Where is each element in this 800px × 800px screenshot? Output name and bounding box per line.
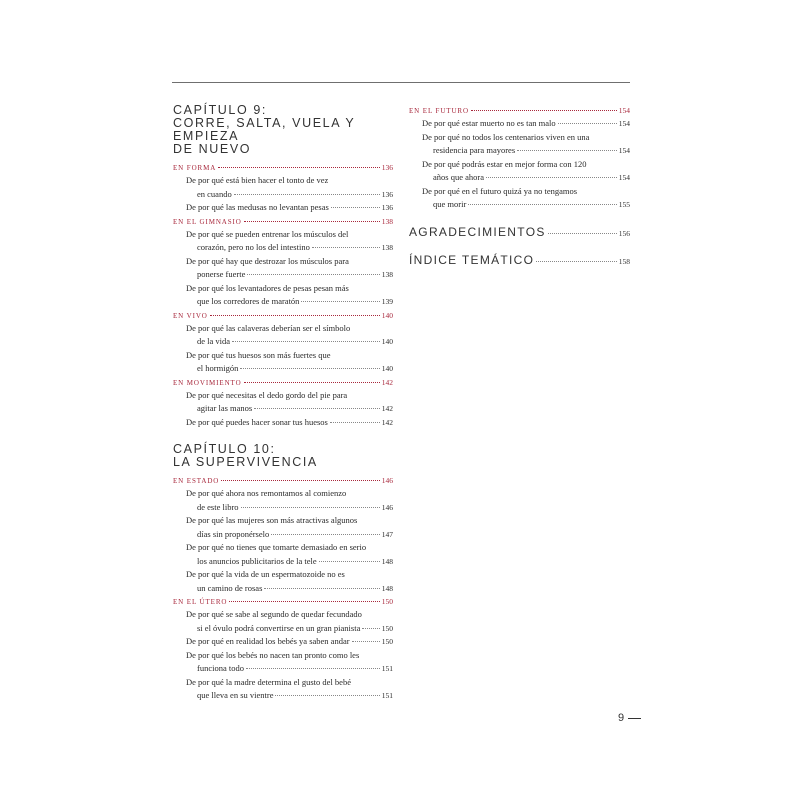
- toc-entry: [173, 416, 393, 430]
- dot-leader: [468, 204, 616, 205]
- entry-line: De por qué las mujeres son más atractivas algunos: [186, 515, 358, 525]
- toc-entry: [173, 201, 393, 215]
- entry-line: De por qué se pueden entrenar los músculos del: [186, 228, 349, 239]
- entry-page: 140: [381, 337, 393, 346]
- entry-page: 146: [381, 502, 393, 512]
- entry-line: De por qué se sabe al segundo de quedar fecundado: [186, 609, 362, 619]
- entry-page: 136: [381, 189, 393, 199]
- entry-line: [186, 335, 393, 349]
- entry-line: De por qué en el futuro quizá ya no tengamos: [422, 185, 578, 196]
- toc-entry: [409, 117, 630, 131]
- entry-line: De por qué las calaveras deberían ser el símbolo: [186, 322, 351, 333]
- section-name: EN EL FUTURO: [409, 107, 469, 115]
- entry-line: [186, 362, 393, 376]
- entry-text: el hormigón: [197, 363, 239, 373]
- dot-leader: [548, 233, 617, 234]
- chapter-title: [173, 443, 393, 469]
- entry-page: 140: [381, 364, 393, 373]
- toc-entry: [173, 635, 393, 649]
- entry-line: [186, 268, 393, 282]
- section-dot-leader: [471, 110, 617, 111]
- entry-line: [186, 635, 393, 649]
- dot-leader: [241, 507, 380, 508]
- entry-line: [186, 201, 393, 215]
- toc-entry: [409, 185, 630, 212]
- chapter-title-line: DE NUEVO: [173, 142, 252, 156]
- entry-line: [186, 402, 393, 416]
- entry-text: de la vida: [197, 336, 231, 346]
- dot-leader: [312, 247, 380, 248]
- entry-text: De por qué en realidad los bebés ya saben andar: [186, 636, 350, 646]
- chapter-title: [173, 104, 393, 156]
- entry-line: [186, 582, 393, 596]
- toc-entry: [173, 676, 393, 703]
- toc-entry: [173, 174, 393, 201]
- toc-entry: [173, 649, 393, 676]
- entry-page: 148: [381, 556, 393, 566]
- dot-leader: [234, 194, 380, 195]
- entry-page: 142: [381, 417, 393, 427]
- entry-text: residencia para mayores: [433, 145, 516, 155]
- section-page: 138: [381, 216, 393, 226]
- entry-line: De por qué no tienes que tomarte demasiado en serio: [186, 542, 367, 552]
- entry-line: [186, 622, 393, 636]
- chapter-title-line: CAPÍTULO 9:: [173, 103, 268, 117]
- entry-line: De por qué los bebés no nacen tan pronto como les: [186, 649, 360, 660]
- section-page: 154: [618, 106, 630, 115]
- entry-line: De por qué necesitas el dedo gordo del pie para: [186, 389, 348, 400]
- entry-line: [422, 171, 630, 185]
- chapter-title-line: CAPÍTULO 10:: [173, 442, 276, 456]
- entry-line: De por qué ahora nos remontamos al comienzo: [186, 488, 347, 498]
- entry-text: si el óvulo podrá convertirse en un gran pianista: [197, 622, 361, 633]
- chapter-title-line: CORRE, SALTA, VUELA Y EMPIEZA: [173, 116, 356, 143]
- entry-page: 154: [618, 173, 630, 182]
- folio-bar: [628, 718, 641, 719]
- entry-text: que lleva en su vientre: [197, 690, 274, 700]
- entry-page: 136: [381, 203, 393, 212]
- dot-leader: [301, 301, 379, 302]
- section-heading: [409, 104, 630, 117]
- dot-leader: [254, 408, 380, 409]
- section-dot-leader: [244, 221, 380, 222]
- back-matter-page: 158: [618, 256, 630, 266]
- toc-entry: [173, 228, 393, 255]
- section-heading: [173, 309, 393, 322]
- dot-leader: [486, 177, 617, 178]
- back-matter-label: AGRADECIMIENTOS: [409, 224, 546, 239]
- entry-text: los anuncios publicitarios de la tele: [197, 555, 317, 566]
- dot-leader: [271, 534, 380, 535]
- chapter-gap: [173, 429, 393, 443]
- dot-leader: [275, 695, 379, 696]
- entry-line: [186, 295, 393, 309]
- entry-line: De por qué la vida de un espermatozoide no es: [186, 569, 345, 579]
- entry-page: 151: [381, 691, 393, 700]
- entry-text: en cuando: [197, 188, 232, 199]
- section-name: EN FORMA: [173, 164, 217, 172]
- toc-entry: [173, 608, 393, 635]
- top-rule: [172, 82, 630, 83]
- entry-line: [186, 662, 393, 676]
- toc-entry: [173, 389, 393, 416]
- entry-page: 147: [381, 529, 393, 539]
- entry-text: de este libro: [197, 501, 239, 512]
- back-matter-entry: [409, 246, 630, 274]
- entry-text: años que ahora: [433, 172, 484, 182]
- entry-text: De por qué puedes hacer sonar tus huesos: [186, 416, 328, 427]
- entry-line: De por qué tus huesos son más fuertes que: [186, 349, 331, 360]
- entry-line: [186, 188, 393, 202]
- dot-leader: [352, 641, 380, 642]
- entry-page: 154: [618, 146, 630, 155]
- toc-left-column: [173, 104, 393, 703]
- entry-line: De por qué hay que destrozar los músculos para: [186, 255, 349, 266]
- entry-line: [186, 555, 393, 569]
- dot-leader: [517, 150, 617, 151]
- entry-line: De por qué los levantadores de pesas pesan más: [186, 282, 349, 293]
- folio-number: 9: [618, 712, 625, 724]
- toc-entry: [173, 541, 393, 568]
- entry-text: días sin proponérselo: [197, 528, 270, 539]
- dot-leader: [240, 368, 379, 369]
- entry-line: [186, 689, 393, 703]
- dot-leader: [264, 588, 379, 589]
- section-dot-leader: [210, 315, 380, 316]
- section-heading: [173, 161, 393, 174]
- entry-page: 142: [381, 404, 393, 413]
- entry-text: agitar las manos: [197, 403, 253, 413]
- entry-page: 154: [618, 119, 630, 128]
- entry-page: 148: [381, 583, 393, 593]
- section-dot-leader: [229, 601, 379, 602]
- section-page: 140: [381, 310, 393, 320]
- section-dot-leader: [221, 480, 380, 481]
- section-name: EN EL ÚTERO: [173, 598, 228, 606]
- entry-line: [422, 144, 630, 158]
- entry-text: que morir: [433, 199, 467, 209]
- section-name: EN MOVIMIENTO: [173, 378, 242, 387]
- section-page: 150: [381, 597, 393, 606]
- entry-page: 150: [381, 637, 393, 646]
- section-page: 142: [381, 377, 393, 387]
- entry-page: 150: [381, 623, 393, 633]
- toc-entry: [409, 131, 630, 158]
- dot-leader: [247, 274, 379, 275]
- toc-entry: [173, 568, 393, 595]
- entry-text: De por qué las medusas no levantan pesas: [186, 202, 329, 212]
- entry-page: 139: [381, 297, 393, 306]
- section-heading: [173, 376, 393, 389]
- entry-line: [186, 501, 393, 515]
- chapter-title-line: LA SUPERVIVENCIA: [173, 455, 318, 469]
- entry-page: 155: [618, 200, 630, 209]
- entry-line: [422, 198, 630, 212]
- entry-page: 151: [381, 664, 393, 673]
- entry-text: que los corredores de maratón: [197, 296, 300, 306]
- entry-text: funciona todo: [197, 663, 244, 673]
- dot-leader: [558, 123, 617, 124]
- section-heading: [173, 474, 393, 487]
- dot-leader: [330, 422, 380, 423]
- dot-leader: [331, 207, 380, 208]
- section-page: 146: [381, 476, 393, 485]
- entry-line: [186, 241, 393, 255]
- dot-leader: [246, 668, 380, 669]
- toc-entry: [173, 282, 393, 309]
- dot-leader: [232, 341, 380, 342]
- toc-entry: [173, 349, 393, 376]
- page-number: [618, 712, 641, 724]
- entry-line: [186, 416, 393, 430]
- entry-line: De por qué está bien hacer el tonto de vez: [186, 175, 329, 185]
- toc-entry: [173, 487, 393, 514]
- section-heading: [173, 595, 393, 608]
- section-heading: [173, 215, 393, 228]
- entry-line: De por qué la madre determina el gusto del bebé: [186, 676, 351, 687]
- dot-leader: [536, 261, 616, 262]
- back-matter-entry: [409, 218, 630, 246]
- section-dot-leader: [244, 382, 380, 383]
- toc-entry: [173, 322, 393, 349]
- back-matter-page: 156: [618, 228, 630, 238]
- toc-entry: [173, 514, 393, 541]
- entry-line: [186, 528, 393, 542]
- section-name: EN ESTADO: [173, 477, 220, 485]
- section-name: EN EL GIMNASIO: [173, 217, 242, 226]
- entry-line: De por qué podrás estar en mejor forma con 120: [422, 158, 587, 169]
- entry-text: ponerse fuerte: [197, 269, 246, 279]
- entry-line: De por qué no todos los centenarios viven en una: [422, 131, 590, 142]
- section-dot-leader: [218, 167, 380, 168]
- toc-entry: [409, 158, 630, 185]
- entry-page: 138: [381, 243, 393, 252]
- dot-leader: [319, 561, 380, 562]
- entry-text: un camino de rosas: [197, 582, 263, 593]
- entry-text: De por qué estar muerto no es tan malo: [422, 118, 556, 128]
- section-page: 136: [381, 163, 393, 172]
- toc-right-column: [409, 104, 630, 274]
- section-name: EN VIVO: [173, 311, 208, 320]
- entry-text: corazón, pero no los del intestino: [197, 242, 310, 252]
- dot-leader: [362, 628, 379, 629]
- back-matter-label: ÍNDICE TEMÁTICO: [409, 252, 535, 267]
- toc-entry: [173, 255, 393, 282]
- entry-page: 138: [381, 270, 393, 279]
- entry-line: [422, 117, 630, 131]
